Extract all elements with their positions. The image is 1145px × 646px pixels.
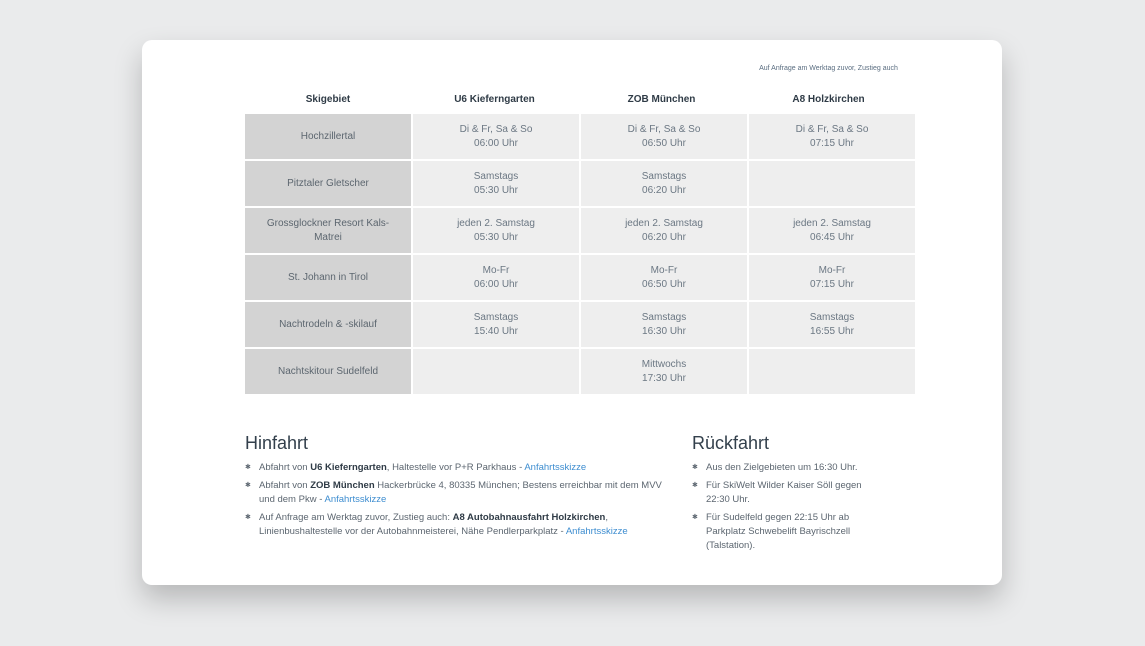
cell-day: Mo-Fr bbox=[650, 264, 678, 276]
item-text: Abfahrt von bbox=[259, 480, 311, 491]
item-text: , Linienbushaltestelle vor der Autobahnmeisterei, Nähe Pendlerparkplatz - bbox=[259, 512, 608, 537]
row-name: Pitztaler Gletscher bbox=[245, 161, 411, 206]
item-text: Hackerbrücke 4, 80335 München; Bestens erreichbar mit dem MVV und dem Pkw - bbox=[259, 480, 662, 505]
cell-a8 bbox=[749, 255, 915, 300]
rueckfahrt-title: Rückfahrt bbox=[692, 433, 770, 453]
row-name: Grossglockner Resort Kals-Matrei bbox=[245, 208, 411, 253]
table-row bbox=[245, 302, 915, 347]
item-bold: A8 Autobahnausfahrt Holzkirchen bbox=[452, 512, 606, 523]
cell-day: Samstags bbox=[641, 170, 687, 182]
cell-u6 bbox=[413, 255, 579, 300]
cell-time: 06:20 Uhr bbox=[642, 184, 686, 196]
cell-day: Mo-Fr bbox=[818, 264, 846, 276]
header-a8 bbox=[745, 65, 912, 112]
cell-u6 bbox=[413, 114, 579, 159]
item-text: Abfahrt von bbox=[259, 462, 311, 473]
cell-time: 05:30 Uhr bbox=[474, 184, 518, 196]
cell-a8 bbox=[749, 349, 915, 394]
cell-time: 17:30 Uhr bbox=[642, 372, 686, 384]
rueckfahrt-list bbox=[692, 461, 877, 553]
row-name: Hochzillertal bbox=[245, 114, 411, 159]
cell-zob bbox=[581, 255, 747, 300]
cell-a8 bbox=[749, 302, 915, 347]
cell-time: 15:40 Uhr bbox=[474, 325, 518, 337]
cell-day: Di & Fr, Sa & So bbox=[795, 123, 869, 135]
row-name: Nachtskitour Sudelfeld bbox=[245, 349, 411, 394]
header-a8-label: A8 Holzkirchen bbox=[792, 94, 865, 105]
header-u6: U6 Kieferngarten bbox=[454, 94, 535, 105]
table-row bbox=[245, 349, 915, 394]
cell-time: 06:00 Uhr bbox=[474, 137, 518, 149]
header-zob: ZOB München bbox=[627, 94, 696, 105]
cell-time: 06:45 Uhr bbox=[810, 231, 854, 243]
cell-time: 16:30 Uhr bbox=[642, 325, 686, 337]
item-text: Auf Anfrage am Werktag zuvor, Zustieg auch: bbox=[259, 512, 453, 523]
cell-day: Samstags bbox=[809, 311, 855, 323]
header-skigebiet: Skigebiet bbox=[305, 94, 351, 105]
cell-time: 06:20 Uhr bbox=[642, 231, 686, 243]
table-row bbox=[245, 208, 915, 253]
cell-u6 bbox=[413, 349, 579, 394]
cell-day: jeden 2. Samstag bbox=[457, 217, 535, 229]
cell-day: jeden 2. Samstag bbox=[793, 217, 871, 229]
header-a8-note: Auf Anfrage am Werktag zuvor, Zustieg auch bbox=[759, 65, 898, 72]
table-row bbox=[245, 255, 915, 300]
anfahrtsskizze-link[interactable]: Anfahrtsskizze bbox=[324, 494, 387, 505]
hinfahrt-title: Hinfahrt bbox=[245, 433, 309, 453]
hinfahrt-list bbox=[245, 461, 677, 539]
list-item: ✱ Für SkiWelt Wilder Kaiser Söll gegen 22:30 Uhr. bbox=[692, 479, 877, 507]
cell-u6 bbox=[413, 208, 579, 253]
cell-day: Di & Fr, Sa & So bbox=[459, 123, 533, 135]
list-item: ✱ Für Sudelfeld gegen 22:15 Uhr ab Parkplatz Schwebelift Bayrischzell (Talstation). bbox=[692, 511, 877, 553]
cell-day: Samstags bbox=[473, 311, 519, 323]
list-item bbox=[245, 511, 677, 539]
cell-a8 bbox=[749, 161, 915, 206]
cell-zob bbox=[581, 302, 747, 347]
anfahrtsskizze-link[interactable]: Anfahrtsskizze bbox=[565, 526, 628, 537]
table-row bbox=[245, 161, 915, 206]
row-name: Nachtrodeln & -skilauf bbox=[245, 302, 411, 347]
anfahrtsskizze-link[interactable]: Anfahrtsskizze bbox=[524, 462, 587, 473]
cell-day: Samstags bbox=[473, 170, 519, 182]
table-row bbox=[245, 114, 915, 159]
cell-u6 bbox=[413, 161, 579, 206]
cell-zob bbox=[581, 114, 747, 159]
cell-day: Mo-Fr bbox=[482, 264, 510, 276]
cell-time: 06:50 Uhr bbox=[642, 278, 686, 290]
cell-time: 06:50 Uhr bbox=[642, 137, 686, 149]
cell-time: 06:00 Uhr bbox=[474, 278, 518, 290]
table-header bbox=[245, 62, 915, 112]
hinfahrt-section bbox=[245, 433, 677, 543]
schedule-card bbox=[142, 40, 1002, 585]
row-name: St. Johann in Tirol bbox=[245, 255, 411, 300]
list-item bbox=[245, 479, 677, 507]
cell-zob bbox=[581, 161, 747, 206]
cell-time: 05:30 Uhr bbox=[474, 231, 518, 243]
item-text: , Haltestelle vor P+R Parkhaus - bbox=[386, 462, 525, 473]
list-item: ✱ Aus den Zielgebieten um 16:30 Uhr. bbox=[692, 461, 877, 475]
cell-zob bbox=[581, 208, 747, 253]
cell-a8 bbox=[749, 208, 915, 253]
cell-time: 16:55 Uhr bbox=[810, 325, 854, 337]
item-bold: U6 Kieferngarten bbox=[310, 462, 387, 473]
cell-time: 07:15 Uhr bbox=[810, 278, 854, 290]
cell-a8 bbox=[749, 114, 915, 159]
cell-day: Di & Fr, Sa & So bbox=[627, 123, 701, 135]
cell-zob bbox=[581, 349, 747, 394]
cell-day: Samstags bbox=[641, 311, 687, 323]
item-bold: ZOB München bbox=[310, 480, 375, 491]
cell-time: 07:15 Uhr bbox=[810, 137, 854, 149]
schedule-table bbox=[245, 62, 915, 394]
cell-u6 bbox=[413, 302, 579, 347]
list-item bbox=[245, 461, 677, 475]
cell-day: jeden 2. Samstag bbox=[625, 217, 703, 229]
cell-day: Mittwochs bbox=[641, 358, 687, 370]
rueckfahrt-section bbox=[692, 433, 877, 557]
